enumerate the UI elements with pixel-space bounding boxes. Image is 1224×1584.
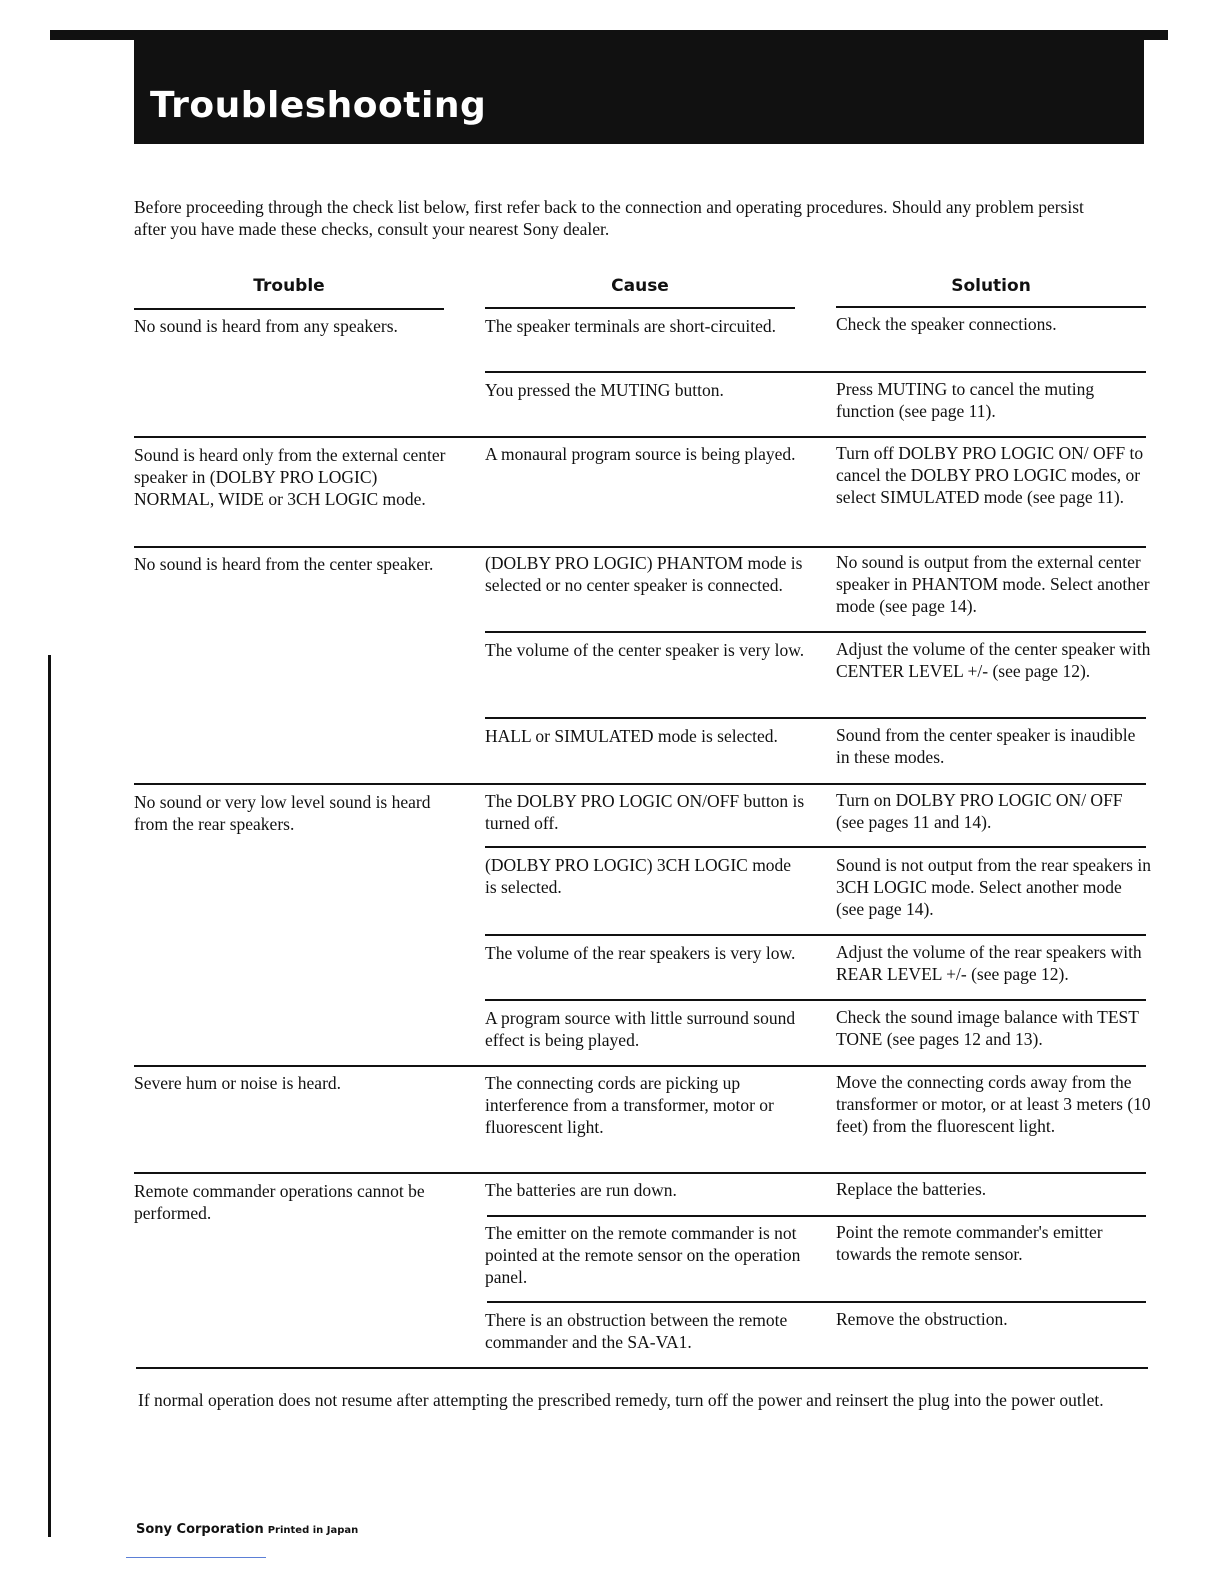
corporation-name: Sony Corporation	[136, 1522, 264, 1537]
trouble-cell: Severe hum or noise is heard.	[134, 1073, 342, 1093]
cause-cell: The volume of the center speaker is very low.	[485, 640, 805, 660]
solution-cell: Adjust the volume of the rear speakers with REAR LEVEL +/- (see page 12).	[836, 942, 1142, 984]
bottom-accent-line	[126, 1557, 266, 1558]
solution-cell: Replace the batteries.	[836, 1179, 987, 1199]
cause-cell: There is an obstruction between the remote commander and the SA-VA1.	[485, 1310, 788, 1352]
trouble-cell: Remote commander operations cannot be performed.	[134, 1181, 425, 1223]
solution-cell: Adjust the volume of the center speaker with CENTER LEVEL +/- (see page 12).	[836, 639, 1151, 681]
trouble-cell: No sound is heard from the center speaker.	[134, 554, 434, 574]
row-divider	[134, 1065, 1146, 1067]
header-rule-cause	[485, 307, 795, 309]
trouble-cell: Sound is heard only from the external center speaker in (DOLBY PRO LOGIC) NORMAL, WIDE or 3CH LOGIC mode.	[134, 445, 446, 509]
title-bar	[134, 30, 1144, 144]
cause-cell: The volume of the rear speakers is very low.	[485, 943, 796, 963]
pair-divider	[485, 846, 1146, 848]
solution-cell: Turn on DOLBY PRO LOGIC ON/ OFF (see pages 11 and 14).	[836, 790, 1123, 832]
margin-bar	[48, 655, 51, 1537]
cause-cell: (DOLBY PRO LOGIC) 3CH LOGIC mode is selected.	[485, 855, 792, 897]
column-header-cause: Cause	[611, 276, 669, 296]
cause-cell: A monaural program source is being played.	[485, 444, 796, 464]
solution-cell: No sound is output from the external center speaker in PHANTOM mode. Select another mode (see page 14).	[836, 552, 1150, 616]
pair-divider	[485, 717, 1146, 719]
cause-cell: The speaker terminals are short-circuited.	[485, 316, 777, 336]
solution-cell: Remove the obstruction.	[836, 1309, 1008, 1329]
header-rule-trouble	[134, 308, 444, 310]
row-divider	[134, 783, 1146, 785]
trouble-cell: No sound is heard from any speakers.	[134, 316, 398, 336]
cause-cell: The DOLBY PRO LOGIC ON/OFF button is turned off.	[485, 791, 805, 833]
cause-cell: HALL or SIMULATED mode is selected.	[485, 726, 778, 746]
cause-cell: A program source with little surround sound effect is being played.	[485, 1008, 796, 1050]
pair-divider	[487, 1215, 1146, 1217]
column-header-solution: Solution	[951, 276, 1031, 296]
solution-cell: Check the speaker connections.	[836, 314, 1057, 334]
solution-cell: Sound from the center speaker is inaudible in these modes.	[836, 725, 1136, 767]
cause-cell: (DOLBY PRO LOGIC) PHANTOM mode is selected or no center speaker is connected.	[485, 553, 803, 595]
printed-in: Printed in Japan	[267, 1525, 359, 1536]
solution-cell: Turn off DOLBY PRO LOGIC ON/ OFF to cancel the DOLBY PRO LOGIC modes, or select SIMULATED mode (see page 11).	[836, 443, 1144, 507]
solution-cell: Press MUTING to cancel the muting function (see page 11).	[836, 379, 1095, 421]
pair-divider	[485, 934, 1146, 936]
row-divider	[134, 546, 1146, 548]
header-rule-solution	[836, 306, 1146, 308]
row-divider	[134, 1172, 1146, 1174]
cause-cell: The batteries are run down.	[485, 1180, 677, 1200]
footer-imprint	[136, 1522, 358, 1537]
footer-note: If normal operation does not resume after attempting the prescribed remedy, turn off the power and reinsert the plug into the power outlet.	[138, 1390, 1104, 1410]
pair-divider	[487, 1301, 1146, 1303]
pair-divider	[485, 999, 1146, 1001]
table-bottom-rule	[136, 1367, 1148, 1369]
column-header-trouble: Trouble	[253, 276, 325, 296]
cause-cell: You pressed the MUTING button.	[485, 380, 724, 400]
cause-cell: The emitter on the remote commander is not pointed at the remote sensor on the operation panel.	[485, 1223, 801, 1287]
solution-cell: Check the sound image balance with TEST TONE (see pages 12 and 13).	[836, 1007, 1139, 1049]
pair-divider	[485, 631, 1146, 633]
intro-paragraph: Before proceeding through the check list below, first refer back to the connection and operating procedures. Should any problem persist after you have made these checks, consult your nearest Sony dealer.	[134, 197, 1084, 239]
trouble-cell: No sound or very low level sound is heard from the rear speakers.	[134, 792, 431, 834]
page-title: Troubleshooting	[150, 85, 487, 126]
row-divider	[134, 436, 1146, 438]
solution-cell: Sound is not output from the rear speakers in 3CH LOGIC mode. Select another mode (see page 14).	[836, 855, 1151, 919]
solution-cell: Point the remote commander's emitter towards the remote sensor.	[836, 1222, 1103, 1264]
pair-divider	[485, 371, 1146, 373]
solution-cell: Move the connecting cords away from the transformer or motor, or at least 3 meters (10 feet) from the fluorescent light.	[836, 1072, 1151, 1136]
cause-cell: The connecting cords are picking up interference from a transformer, motor or fluorescent light.	[485, 1073, 774, 1137]
